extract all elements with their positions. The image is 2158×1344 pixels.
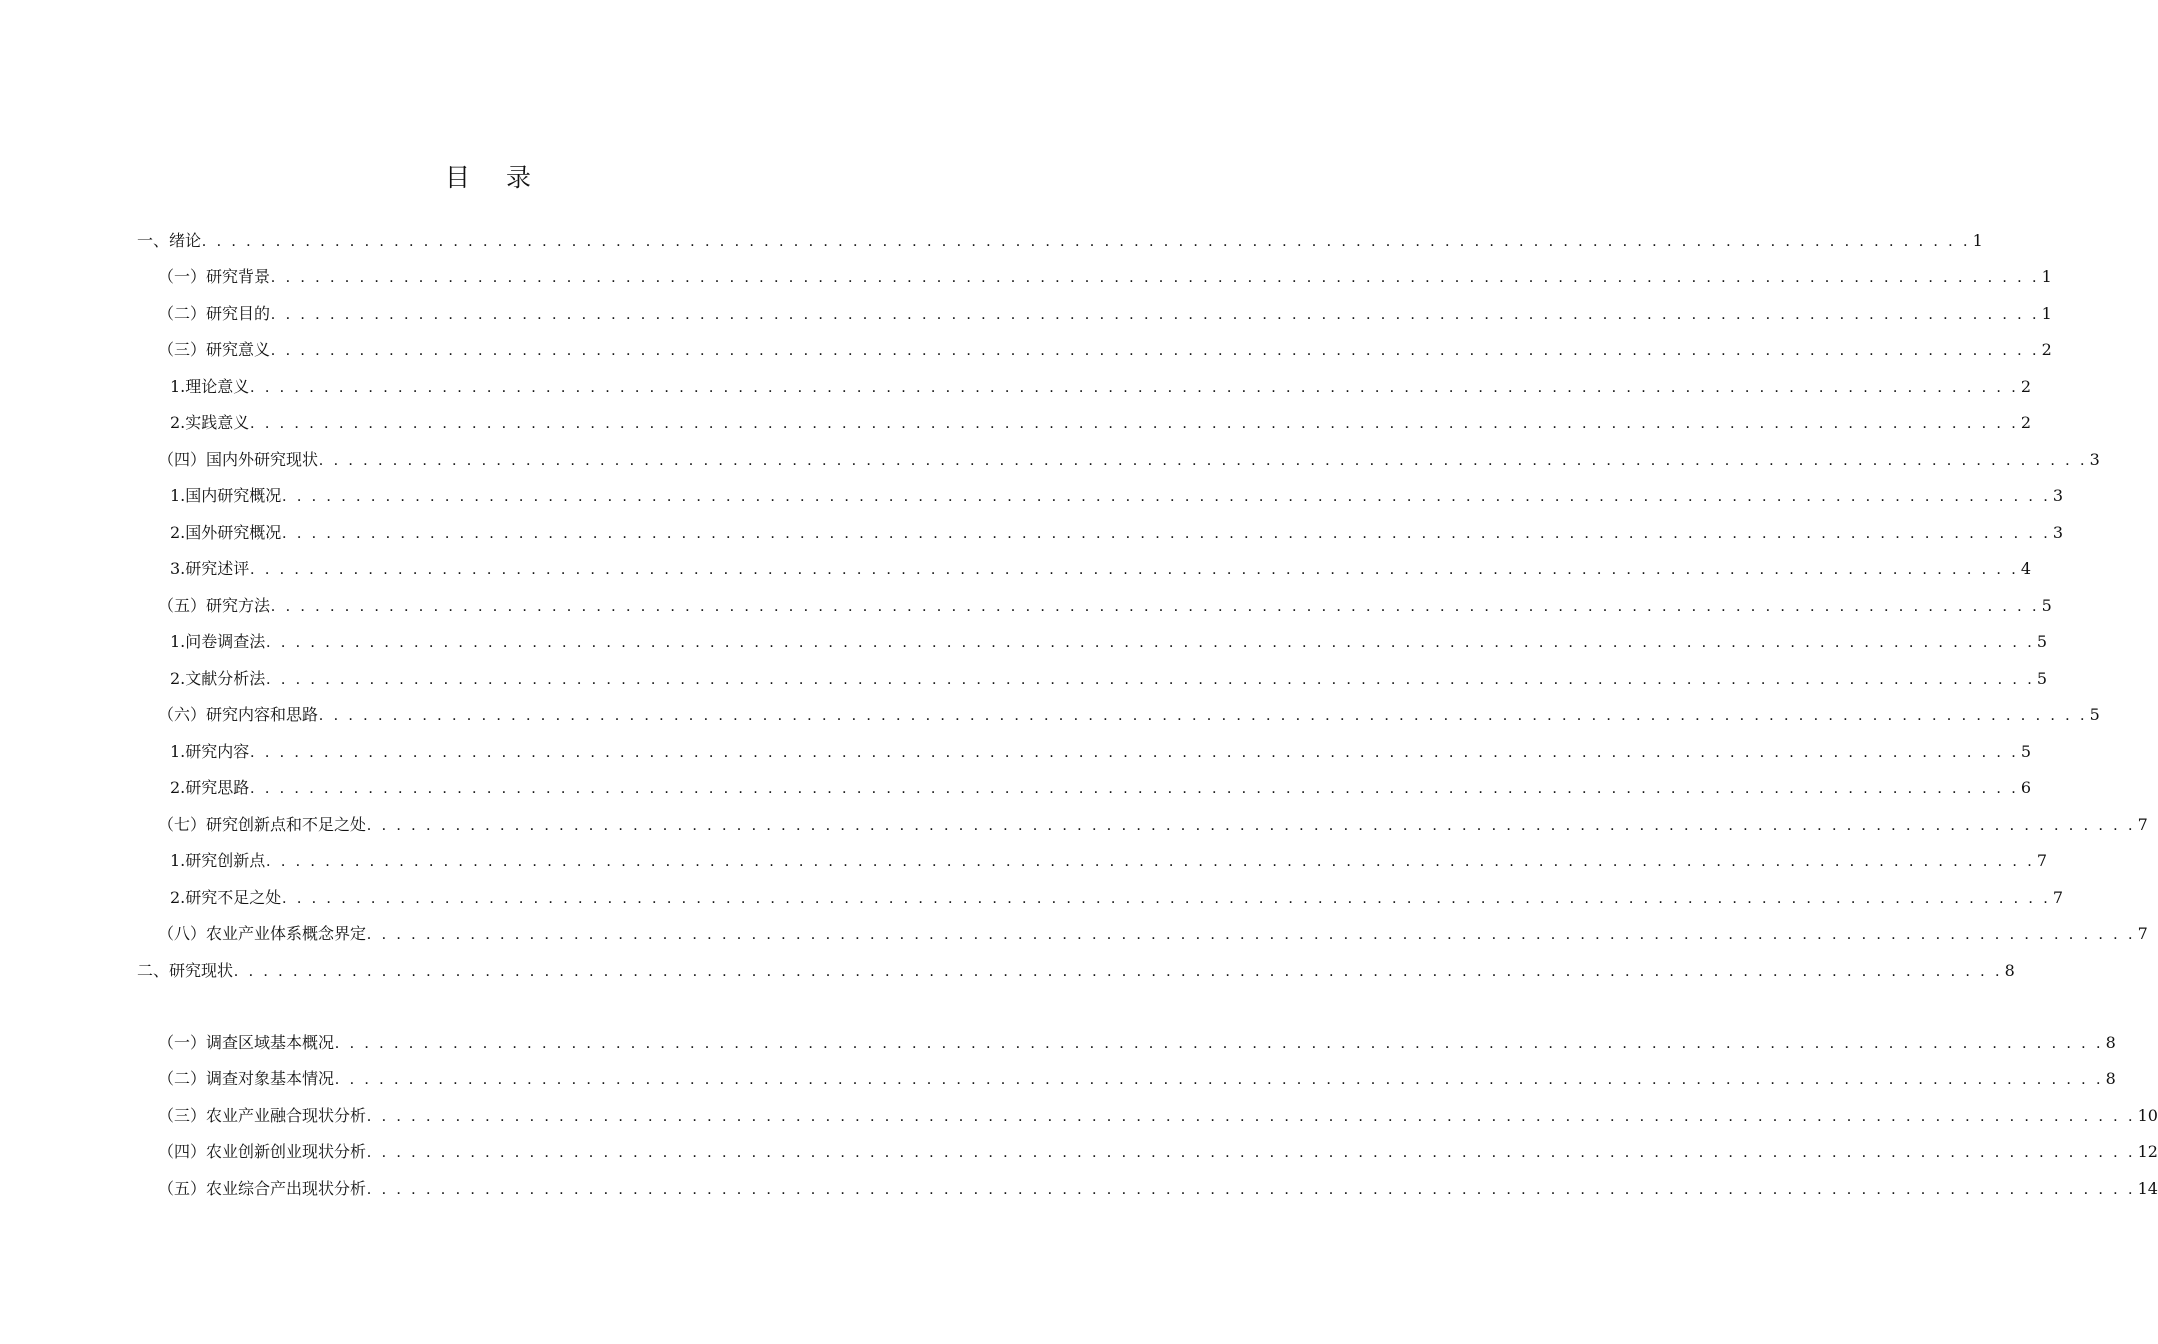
- toc-entry[interactable]: [170, 556, 2032, 582]
- toc-entry-page-number: 1: [1972, 231, 1983, 250]
- toc-entry[interactable]: [170, 410, 2032, 436]
- toc-entry-page-number: 7: [2137, 815, 2148, 834]
- toc-entry-page-number: 3: [2052, 486, 2064, 505]
- toc-title: 目 录: [445, 163, 545, 192]
- toc-entry-page-number: 8: [2105, 1069, 2116, 1088]
- toc-entry-label: （五）研究方法: [158, 596, 271, 615]
- toc-entry-page-number: 7: [2052, 888, 2064, 907]
- toc-entry-label: 3.研究述评: [170, 559, 250, 578]
- toc-entry-page-number: 1: [2041, 267, 2052, 286]
- toc-entry-label: （四）农业创新创业现状分析: [158, 1142, 367, 1161]
- toc-entry-label: 1.国内研究概况: [170, 486, 282, 505]
- toc-entry[interactable]: [158, 337, 2052, 363]
- toc-entry-label: （二）研究目的: [158, 304, 271, 323]
- toc-entry[interactable]: [158, 264, 2052, 290]
- dot-leader: . . . . . . . . . . . . . . . . . . . . . . . . . . . . . . . . . . . . . . . . . . . . . . . . . . . . . . . . . . . . . . . . . . . . . . . . . . . . . . . . . . . . . . . . . . . . . . . . . . . . . . . . . . . . . . . . . . . . . . . .: [367, 926, 2136, 943]
- toc-entry-label: 1.问卷调查法: [170, 632, 266, 651]
- toc-entry-page-number: 1: [2041, 304, 2052, 323]
- dot-leader: . . . . . . . . . . . . . . . . . . . . . . . . . . . . . . . . . . . . . . . . . . . . . . . . . . . . . . . . . . . . . . . . . . . . . . . . . . . . . . . . . . . . . . . . . . . . . . . . . . . . . . . . . . . . . . . . . . . . . . . .: [234, 963, 2003, 980]
- dot-leader: . . . . . . . . . . . . . . . . . . . . . . . . . . . . . . . . . . . . . . . . . . . . . . . . . . . . . . . . . . . . . . . . . . . . . . . . . . . . . . . . . . . . . . . . . . . . . . . . . . . . . . . . . . . . . . . . . . . . . . . .: [202, 233, 1971, 250]
- toc-entry-page-number: 5: [2041, 596, 2052, 615]
- toc-entry-label: 2.研究思路: [170, 778, 250, 797]
- toc-entry-page-number: 14: [2137, 1179, 2158, 1198]
- toc-entry[interactable]: [137, 228, 1983, 254]
- toc-entry-label: 2.文献分析法: [170, 669, 266, 688]
- toc-entry-label: 1.理论意义: [170, 377, 250, 396]
- dot-leader: . . . . . . . . . . . . . . . . . . . . . . . . . . . . . . . . . . . . . . . . . . . . . . . . . . . . . . . . . . . . . . . . . . . . . . . . . . . . . . . . . . . . . . . . . . . . . . . . . . . . . . . . . . . . . . . . . . . . . . . .: [335, 1035, 2104, 1052]
- toc-entry[interactable]: [137, 958, 2015, 984]
- dot-leader: . . . . . . . . . . . . . . . . . . . . . . . . . . . . . . . . . . . . . . . . . . . . . . . . . . . . . . . . . . . . . . . . . . . . . . . . . . . . . . . . . . . . . . . . . . . . . . . . . . . . . . . . . . . . . . . . . . . . . . . .: [266, 671, 2035, 688]
- toc-entry-label: （四）国内外研究现状: [158, 450, 319, 469]
- toc-entry-label: 二、研究现状: [137, 961, 234, 980]
- toc-entry[interactable]: [158, 1103, 2158, 1129]
- toc-entry-label: 2.国外研究概况: [170, 523, 282, 542]
- toc-entry[interactable]: [170, 885, 2064, 911]
- toc-entry[interactable]: [158, 812, 2148, 838]
- toc-entry[interactable]: [170, 775, 2032, 801]
- toc-entry[interactable]: [170, 666, 2048, 692]
- toc-entry-page-number: 8: [2105, 1033, 2116, 1052]
- toc-entry[interactable]: [158, 593, 2052, 619]
- dot-leader: . . . . . . . . . . . . . . . . . . . . . . . . . . . . . . . . . . . . . . . . . . . . . . . . . . . . . . . . . . . . . . . . . . . . . . . . . . . . . . . . . . . . . . . . . . . . . . . . . . . . . . . . . . . . . . . . . . . . . . . .: [250, 780, 2019, 797]
- toc-entry-label: （三）研究意义: [158, 340, 271, 359]
- dot-leader: . . . . . . . . . . . . . . . . . . . . . . . . . . . . . . . . . . . . . . . . . . . . . . . . . . . . . . . . . . . . . . . . . . . . . . . . . . . . . . . . . . . . . . . . . . . . . . . . . . . . . . . . . . . . . . . . . . . . . . . .: [271, 269, 2040, 286]
- toc-entry-page-number: 3: [2052, 523, 2064, 542]
- toc-entry-page-number: 2: [2020, 413, 2032, 432]
- toc-entry[interactable]: [158, 301, 2052, 327]
- toc-entry-label: （七）研究创新点和不足之处: [158, 815, 367, 834]
- dot-leader: . . . . . . . . . . . . . . . . . . . . . . . . . . . . . . . . . . . . . . . . . . . . . . . . . . . . . . . . . . . . . . . . . . . . . . . . . . . . . . . . . . . . . . . . . . . . . . . . . . . . . . . . . . . . . . . . . . . . . . . .: [250, 561, 2019, 578]
- dot-leader: . . . . . . . . . . . . . . . . . . . . . . . . . . . . . . . . . . . . . . . . . . . . . . . . . . . . . . . . . . . . . . . . . . . . . . . . . . . . . . . . . . . . . . . . . . . . . . . . . . . . . . . . . . . . . . . . . . . . . . . .: [335, 1071, 2104, 1088]
- toc-entry[interactable]: [170, 483, 2064, 509]
- toc-entry-label: （三）农业产业融合现状分析: [158, 1106, 367, 1125]
- dot-leader: . . . . . . . . . . . . . . . . . . . . . . . . . . . . . . . . . . . . . . . . . . . . . . . . . . . . . . . . . . . . . . . . . . . . . . . . . . . . . . . . . . . . . . . . . . . . . . . . . . . . . . . . . . . . . . . . . . . . . . . .: [282, 890, 2051, 907]
- toc-entry[interactable]: [158, 1066, 2116, 1092]
- toc-entry[interactable]: [158, 702, 2100, 728]
- toc-entry-label: 1.研究内容: [170, 742, 250, 761]
- dot-leader: . . . . . . . . . . . . . . . . . . . . . . . . . . . . . . . . . . . . . . . . . . . . . . . . . . . . . . . . . . . . . . . . . . . . . . . . . . . . . . . . . . . . . . . . . . . . . . . . . . . . . . . . . . . . . . . . . . . . . . . .: [271, 342, 2040, 359]
- toc-entry[interactable]: [158, 1176, 2158, 1202]
- dot-leader: . . . . . . . . . . . . . . . . . . . . . . . . . . . . . . . . . . . . . . . . . . . . . . . . . . . . . . . . . . . . . . . . . . . . . . . . . . . . . . . . . . . . . . . . . . . . . . . . . . . . . . . . . . . . . . . . . . . . . . . .: [282, 525, 2051, 542]
- toc-entry-label: 2.研究不足之处: [170, 888, 282, 907]
- dot-leader: . . . . . . . . . . . . . . . . . . . . . . . . . . . . . . . . . . . . . . . . . . . . . . . . . . . . . . . . . . . . . . . . . . . . . . . . . . . . . . . . . . . . . . . . . . . . . . . . . . . . . . . . . . . . . . . . . . . . . . . .: [367, 817, 2136, 834]
- toc-entry-label: 一、绪论: [137, 231, 202, 250]
- dot-leader: . . . . . . . . . . . . . . . . . . . . . . . . . . . . . . . . . . . . . . . . . . . . . . . . . . . . . . . . . . . . . . . . . . . . . . . . . . . . . . . . . . . . . . . . . . . . . . . . . . . . . . . . . . . . . . . . . . . . . . . .: [250, 415, 2019, 432]
- toc-entry-page-number: 5: [2036, 632, 2048, 651]
- toc-entry-page-number: 5: [2089, 705, 2100, 724]
- toc-entry[interactable]: [158, 447, 2100, 473]
- dot-leader: . . . . . . . . . . . . . . . . . . . . . . . . . . . . . . . . . . . . . . . . . . . . . . . . . . . . . . . . . . . . . . . . . . . . . . . . . . . . . . . . . . . . . . . . . . . . . . . . . . . . . . . . . . . . . . . . . . . . . . . .: [271, 306, 2040, 323]
- dot-leader: . . . . . . . . . . . . . . . . . . . . . . . . . . . . . . . . . . . . . . . . . . . . . . . . . . . . . . . . . . . . . . . . . . . . . . . . . . . . . . . . . . . . . . . . . . . . . . . . . . . . . . . . . . . . . . . . . . . . . . . .: [319, 707, 2088, 724]
- dot-leader: . . . . . . . . . . . . . . . . . . . . . . . . . . . . . . . . . . . . . . . . . . . . . . . . . . . . . . . . . . . . . . . . . . . . . . . . . . . . . . . . . . . . . . . . . . . . . . . . . . . . . . . . . . . . . . . . . . . . . . . .: [367, 1181, 2136, 1198]
- toc-entry-label: （五）农业综合产出现状分析: [158, 1179, 367, 1198]
- toc-entry-label: 2.实践意义: [170, 413, 250, 432]
- toc-entry[interactable]: [158, 1139, 2158, 1165]
- dot-leader: . . . . . . . . . . . . . . . . . . . . . . . . . . . . . . . . . . . . . . . . . . . . . . . . . . . . . . . . . . . . . . . . . . . . . . . . . . . . . . . . . . . . . . . . . . . . . . . . . . . . . . . . . . . . . . . . . . . . . . . .: [282, 488, 2051, 505]
- toc-entry[interactable]: [158, 1030, 2116, 1056]
- toc-entry-label: （一）研究背景: [158, 267, 271, 286]
- dot-leader: . . . . . . . . . . . . . . . . . . . . . . . . . . . . . . . . . . . . . . . . . . . . . . . . . . . . . . . . . . . . . . . . . . . . . . . . . . . . . . . . . . . . . . . . . . . . . . . . . . . . . . . . . . . . . . . . . . . . . . . .: [271, 598, 2040, 615]
- toc-entry-page-number: 10: [2137, 1106, 2158, 1125]
- toc-entry-page-number: 12: [2137, 1142, 2158, 1161]
- toc-entry-page-number: 6: [2020, 778, 2032, 797]
- dot-leader: . . . . . . . . . . . . . . . . . . . . . . . . . . . . . . . . . . . . . . . . . . . . . . . . . . . . . . . . . . . . . . . . . . . . . . . . . . . . . . . . . . . . . . . . . . . . . . . . . . . . . . . . . . . . . . . . . . . . . . . .: [367, 1144, 2136, 1161]
- toc-entry[interactable]: [158, 921, 2148, 947]
- toc-entry-page-number: 4: [2020, 559, 2032, 578]
- toc-entry-label: （二）调查对象基本情况: [158, 1069, 335, 1088]
- toc-entry-page-number: 7: [2137, 924, 2148, 943]
- toc-entry-page-number: 7: [2036, 851, 2048, 870]
- toc-entry-label: 1.研究创新点: [170, 851, 266, 870]
- toc-entry-page-number: 5: [2036, 669, 2048, 688]
- toc-entry-label: （六）研究内容和思路: [158, 705, 319, 724]
- toc-entry-label: （八）农业产业体系概念界定: [158, 924, 367, 943]
- toc-entry-page-number: 8: [2004, 961, 2015, 980]
- toc-entry[interactable]: [170, 520, 2064, 546]
- toc-entry[interactable]: [170, 739, 2032, 765]
- dot-leader: . . . . . . . . . . . . . . . . . . . . . . . . . . . . . . . . . . . . . . . . . . . . . . . . . . . . . . . . . . . . . . . . . . . . . . . . . . . . . . . . . . . . . . . . . . . . . . . . . . . . . . . . . . . . . . . . . . . . . . . .: [250, 744, 2019, 761]
- toc-entry[interactable]: [170, 629, 2048, 655]
- toc-entry-page-number: 5: [2020, 742, 2032, 761]
- toc-entry[interactable]: [170, 374, 2032, 400]
- toc-entry-page-number: 3: [2089, 450, 2100, 469]
- toc-entry[interactable]: [170, 848, 2048, 874]
- dot-leader: . . . . . . . . . . . . . . . . . . . . . . . . . . . . . . . . . . . . . . . . . . . . . . . . . . . . . . . . . . . . . . . . . . . . . . . . . . . . . . . . . . . . . . . . . . . . . . . . . . . . . . . . . . . . . . . . . . . . . . . .: [266, 853, 2035, 870]
- toc-entry-label: （一）调查区域基本概况: [158, 1033, 335, 1052]
- dot-leader: . . . . . . . . . . . . . . . . . . . . . . . . . . . . . . . . . . . . . . . . . . . . . . . . . . . . . . . . . . . . . . . . . . . . . . . . . . . . . . . . . . . . . . . . . . . . . . . . . . . . . . . . . . . . . . . . . . . . . . . .: [319, 452, 2088, 469]
- toc-entry-page-number: 2: [2020, 377, 2032, 396]
- dot-leader: . . . . . . . . . . . . . . . . . . . . . . . . . . . . . . . . . . . . . . . . . . . . . . . . . . . . . . . . . . . . . . . . . . . . . . . . . . . . . . . . . . . . . . . . . . . . . . . . . . . . . . . . . . . . . . . . . . . . . . . .: [250, 379, 2019, 396]
- dot-leader: . . . . . . . . . . . . . . . . . . . . . . . . . . . . . . . . . . . . . . . . . . . . . . . . . . . . . . . . . . . . . . . . . . . . . . . . . . . . . . . . . . . . . . . . . . . . . . . . . . . . . . . . . . . . . . . . . . . . . . . .: [266, 634, 2035, 651]
- toc-entry-page-number: 2: [2041, 340, 2052, 359]
- dot-leader: . . . . . . . . . . . . . . . . . . . . . . . . . . . . . . . . . . . . . . . . . . . . . . . . . . . . . . . . . . . . . . . . . . . . . . . . . . . . . . . . . . . . . . . . . . . . . . . . . . . . . . . . . . . . . . . . . . . . . . . .: [367, 1108, 2136, 1125]
